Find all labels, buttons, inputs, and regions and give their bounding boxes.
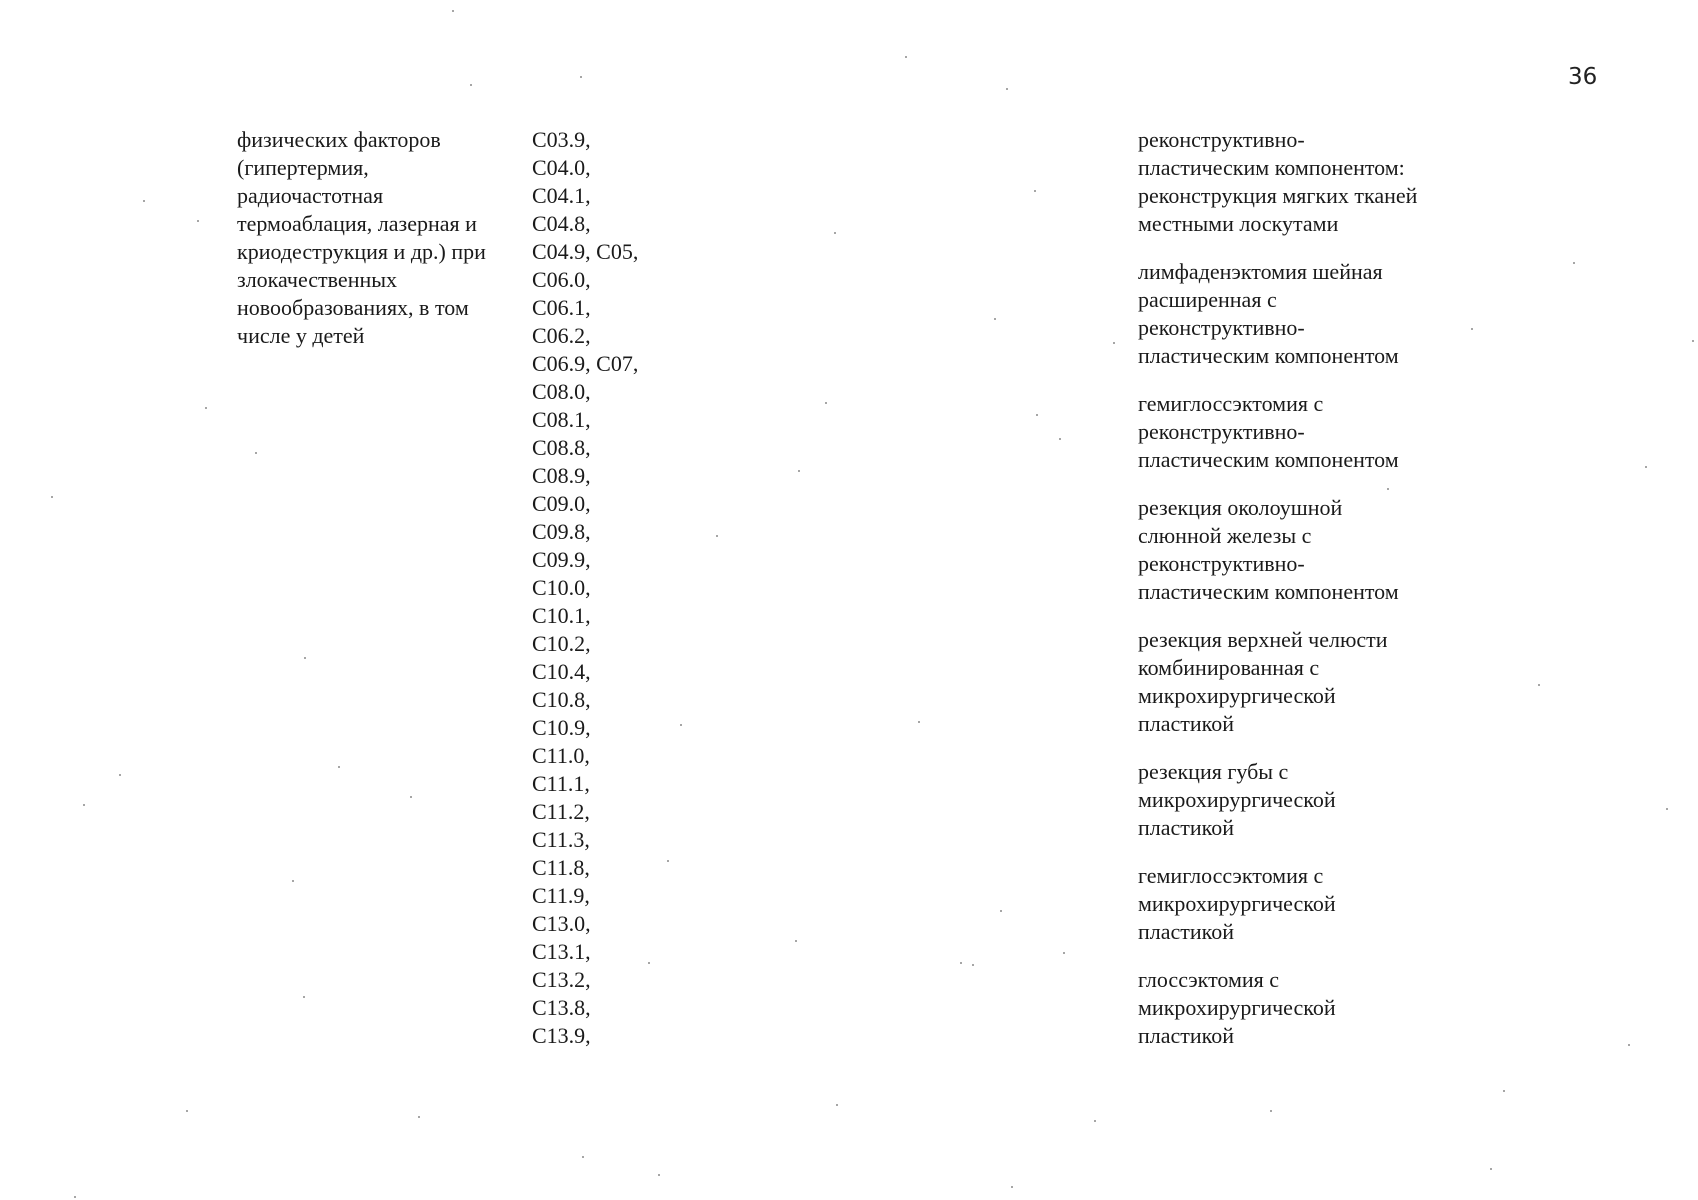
- scan-speck: [648, 962, 650, 964]
- method-line: реконструктивно-: [1138, 127, 1305, 152]
- icd-code-line: C08.1,: [532, 407, 591, 432]
- scan-speck: [452, 10, 454, 12]
- scan-speck: [918, 721, 920, 723]
- icd-code-line: C10.1,: [532, 603, 591, 628]
- method-line: комбинированная с: [1138, 655, 1320, 680]
- condition-line: термоаблация, лазерная и: [237, 211, 477, 236]
- icd-code-line: C06.9, C07,: [532, 351, 639, 376]
- scan-speck: [1692, 340, 1694, 342]
- scan-speck: [304, 657, 306, 659]
- scan-speck: [1503, 1090, 1505, 1092]
- condition-line: числе у детей: [237, 323, 365, 348]
- scan-speck: [255, 452, 257, 454]
- icd-code-line: C11.8,: [532, 855, 590, 880]
- icd-code-line: C13.0,: [532, 911, 591, 936]
- scan-speck: [836, 1104, 838, 1106]
- icd-code-line: C09.9,: [532, 547, 591, 572]
- scan-speck: [1011, 1186, 1013, 1188]
- method-line: микрохирургической: [1138, 995, 1336, 1020]
- method-line: слюнной железы с: [1138, 523, 1312, 548]
- icd-code-line: C08.8,: [532, 435, 591, 460]
- method-line: резекция верхней челюсти: [1138, 627, 1388, 652]
- icd-code-line: C06.0,: [532, 267, 591, 292]
- scan-speck: [1036, 414, 1038, 416]
- scan-speck: [825, 402, 827, 404]
- method-line: микрохирургической: [1138, 787, 1336, 812]
- icd-code-line: C04.9, C05,: [532, 239, 639, 264]
- icd-code-line: C04.1,: [532, 183, 591, 208]
- scan-speck: [580, 76, 582, 78]
- scan-speck: [205, 407, 207, 409]
- method-line: пластикой: [1138, 919, 1235, 944]
- scan-speck: [1113, 342, 1115, 344]
- method-line: пластикой: [1138, 711, 1235, 736]
- method-line: гемиглоссэктомия с: [1138, 863, 1324, 888]
- icd-code-line: C10.9,: [532, 715, 591, 740]
- method-block: [1138, 390, 1478, 474]
- scan-speck: [1645, 466, 1647, 468]
- method-line: резекция околоушной: [1138, 495, 1343, 520]
- scan-speck: [1094, 1120, 1096, 1122]
- scan-speck: [795, 940, 797, 942]
- icd-code-line: C13.1,: [532, 939, 591, 964]
- method-line: пластикой: [1138, 1023, 1235, 1048]
- icd-code-line: C04.8,: [532, 211, 591, 236]
- scan-speck: [1471, 328, 1473, 330]
- scan-speck: [1628, 1044, 1630, 1046]
- scan-speck: [410, 796, 412, 798]
- scan-speck: [418, 1116, 420, 1118]
- scan-speck: [1006, 88, 1008, 90]
- icd-code-line: C10.8,: [532, 687, 591, 712]
- icd-code-line: C11.1,: [532, 771, 590, 796]
- method-block: [1138, 126, 1478, 238]
- icd-code-line: C09.8,: [532, 519, 591, 544]
- scan-speck: [1000, 910, 1002, 912]
- scan-speck: [667, 860, 669, 862]
- method-line: реконструкция мягких тканей: [1138, 183, 1418, 208]
- condition-description-column: [237, 126, 522, 350]
- icd-code-line: C08.0,: [532, 379, 591, 404]
- scan-speck: [994, 318, 996, 320]
- condition-line: злокачественных: [237, 267, 398, 292]
- scan-speck: [1573, 262, 1575, 264]
- scan-speck: [680, 724, 682, 726]
- icd-code-line: C06.2,: [532, 323, 591, 348]
- icd-code-line: C08.9,: [532, 463, 591, 488]
- icd-code-line: C03.9,: [532, 127, 591, 152]
- method-line: пластическим компонентом:: [1138, 155, 1405, 180]
- scan-speck: [143, 200, 145, 202]
- scan-speck: [1666, 808, 1668, 810]
- scan-speck: [972, 964, 974, 966]
- condition-line: физических факторов: [237, 127, 441, 152]
- condition-line: криодеструкция и др.) при: [237, 239, 486, 264]
- scan-speck: [470, 84, 472, 86]
- method-line: реконструктивно-: [1138, 419, 1305, 444]
- icd-code-line: C10.2,: [532, 631, 591, 656]
- icd-code-line: C13.9,: [532, 1023, 591, 1048]
- scan-speck: [292, 880, 294, 882]
- scan-speck: [51, 496, 53, 498]
- method-line: пластикой: [1138, 815, 1235, 840]
- method-line: пластическим компонентом: [1138, 447, 1399, 472]
- method-block: [1138, 258, 1478, 370]
- scan-speck: [960, 962, 962, 964]
- method-line: пластическим компонентом: [1138, 343, 1399, 368]
- method-line: реконструктивно-: [1138, 315, 1305, 340]
- scan-speck: [1538, 684, 1540, 686]
- method-block: [1138, 758, 1478, 842]
- scan-speck: [186, 1110, 188, 1112]
- icd-code-line: C10.4,: [532, 659, 591, 684]
- method-line: пластическим компонентом: [1138, 579, 1399, 604]
- page-number: 36: [1568, 64, 1598, 90]
- icd-code-line: C11.0,: [532, 743, 590, 768]
- scan-speck: [338, 766, 340, 768]
- method-block: [1138, 862, 1478, 946]
- icd-codes-column: [532, 126, 692, 1050]
- method-block: [1138, 626, 1478, 738]
- icd-code-line: C13.2,: [532, 967, 591, 992]
- scan-speck: [1059, 438, 1061, 440]
- method-line: микрохирургической: [1138, 683, 1336, 708]
- condition-line: (гипертермия,: [237, 155, 369, 180]
- icd-code-line: C11.3,: [532, 827, 590, 852]
- method-line: глоссэктомия с: [1138, 967, 1280, 992]
- scan-speck: [582, 1156, 584, 1158]
- method-line: расширенная с: [1138, 287, 1277, 312]
- icd-code-line: C09.0,: [532, 491, 591, 516]
- scan-speck: [83, 804, 85, 806]
- scan-speck: [658, 1174, 660, 1176]
- scan-speck: [834, 232, 836, 234]
- method-block: [1138, 494, 1478, 606]
- icd-code-line: C11.2,: [532, 799, 590, 824]
- scan-speck: [74, 1196, 76, 1198]
- method-line: местными лоскутами: [1138, 211, 1339, 236]
- condition-line: новообразованиях, в том: [237, 295, 469, 320]
- method-line: лимфаденэктомия шейная: [1138, 259, 1383, 284]
- icd-code-line: C04.0,: [532, 155, 591, 180]
- scan-speck: [716, 535, 718, 537]
- method-block: [1138, 966, 1478, 1050]
- icd-code-line: C06.1,: [532, 295, 591, 320]
- scan-speck: [1490, 1168, 1492, 1170]
- scan-speck: [119, 774, 121, 776]
- method-line: реконструктивно-: [1138, 551, 1305, 576]
- icd-code-line: C11.9,: [532, 883, 590, 908]
- scan-speck: [1387, 488, 1389, 490]
- scan-speck: [1270, 1110, 1272, 1112]
- method-line: гемиглоссэктомия с: [1138, 391, 1324, 416]
- scan-speck: [905, 56, 907, 58]
- method-line: микрохирургической: [1138, 891, 1336, 916]
- scan-speck: [197, 220, 199, 222]
- treatment-methods-column: [1138, 126, 1478, 1070]
- scan-speck: [1063, 952, 1065, 954]
- scan-speck: [1034, 190, 1036, 192]
- icd-code-line: C10.0,: [532, 575, 591, 600]
- scan-speck: [798, 470, 800, 472]
- method-line: резекция губы с: [1138, 759, 1289, 784]
- scan-speck: [303, 996, 305, 998]
- condition-line: радиочастотная: [237, 183, 384, 208]
- icd-code-line: C13.8,: [532, 995, 591, 1020]
